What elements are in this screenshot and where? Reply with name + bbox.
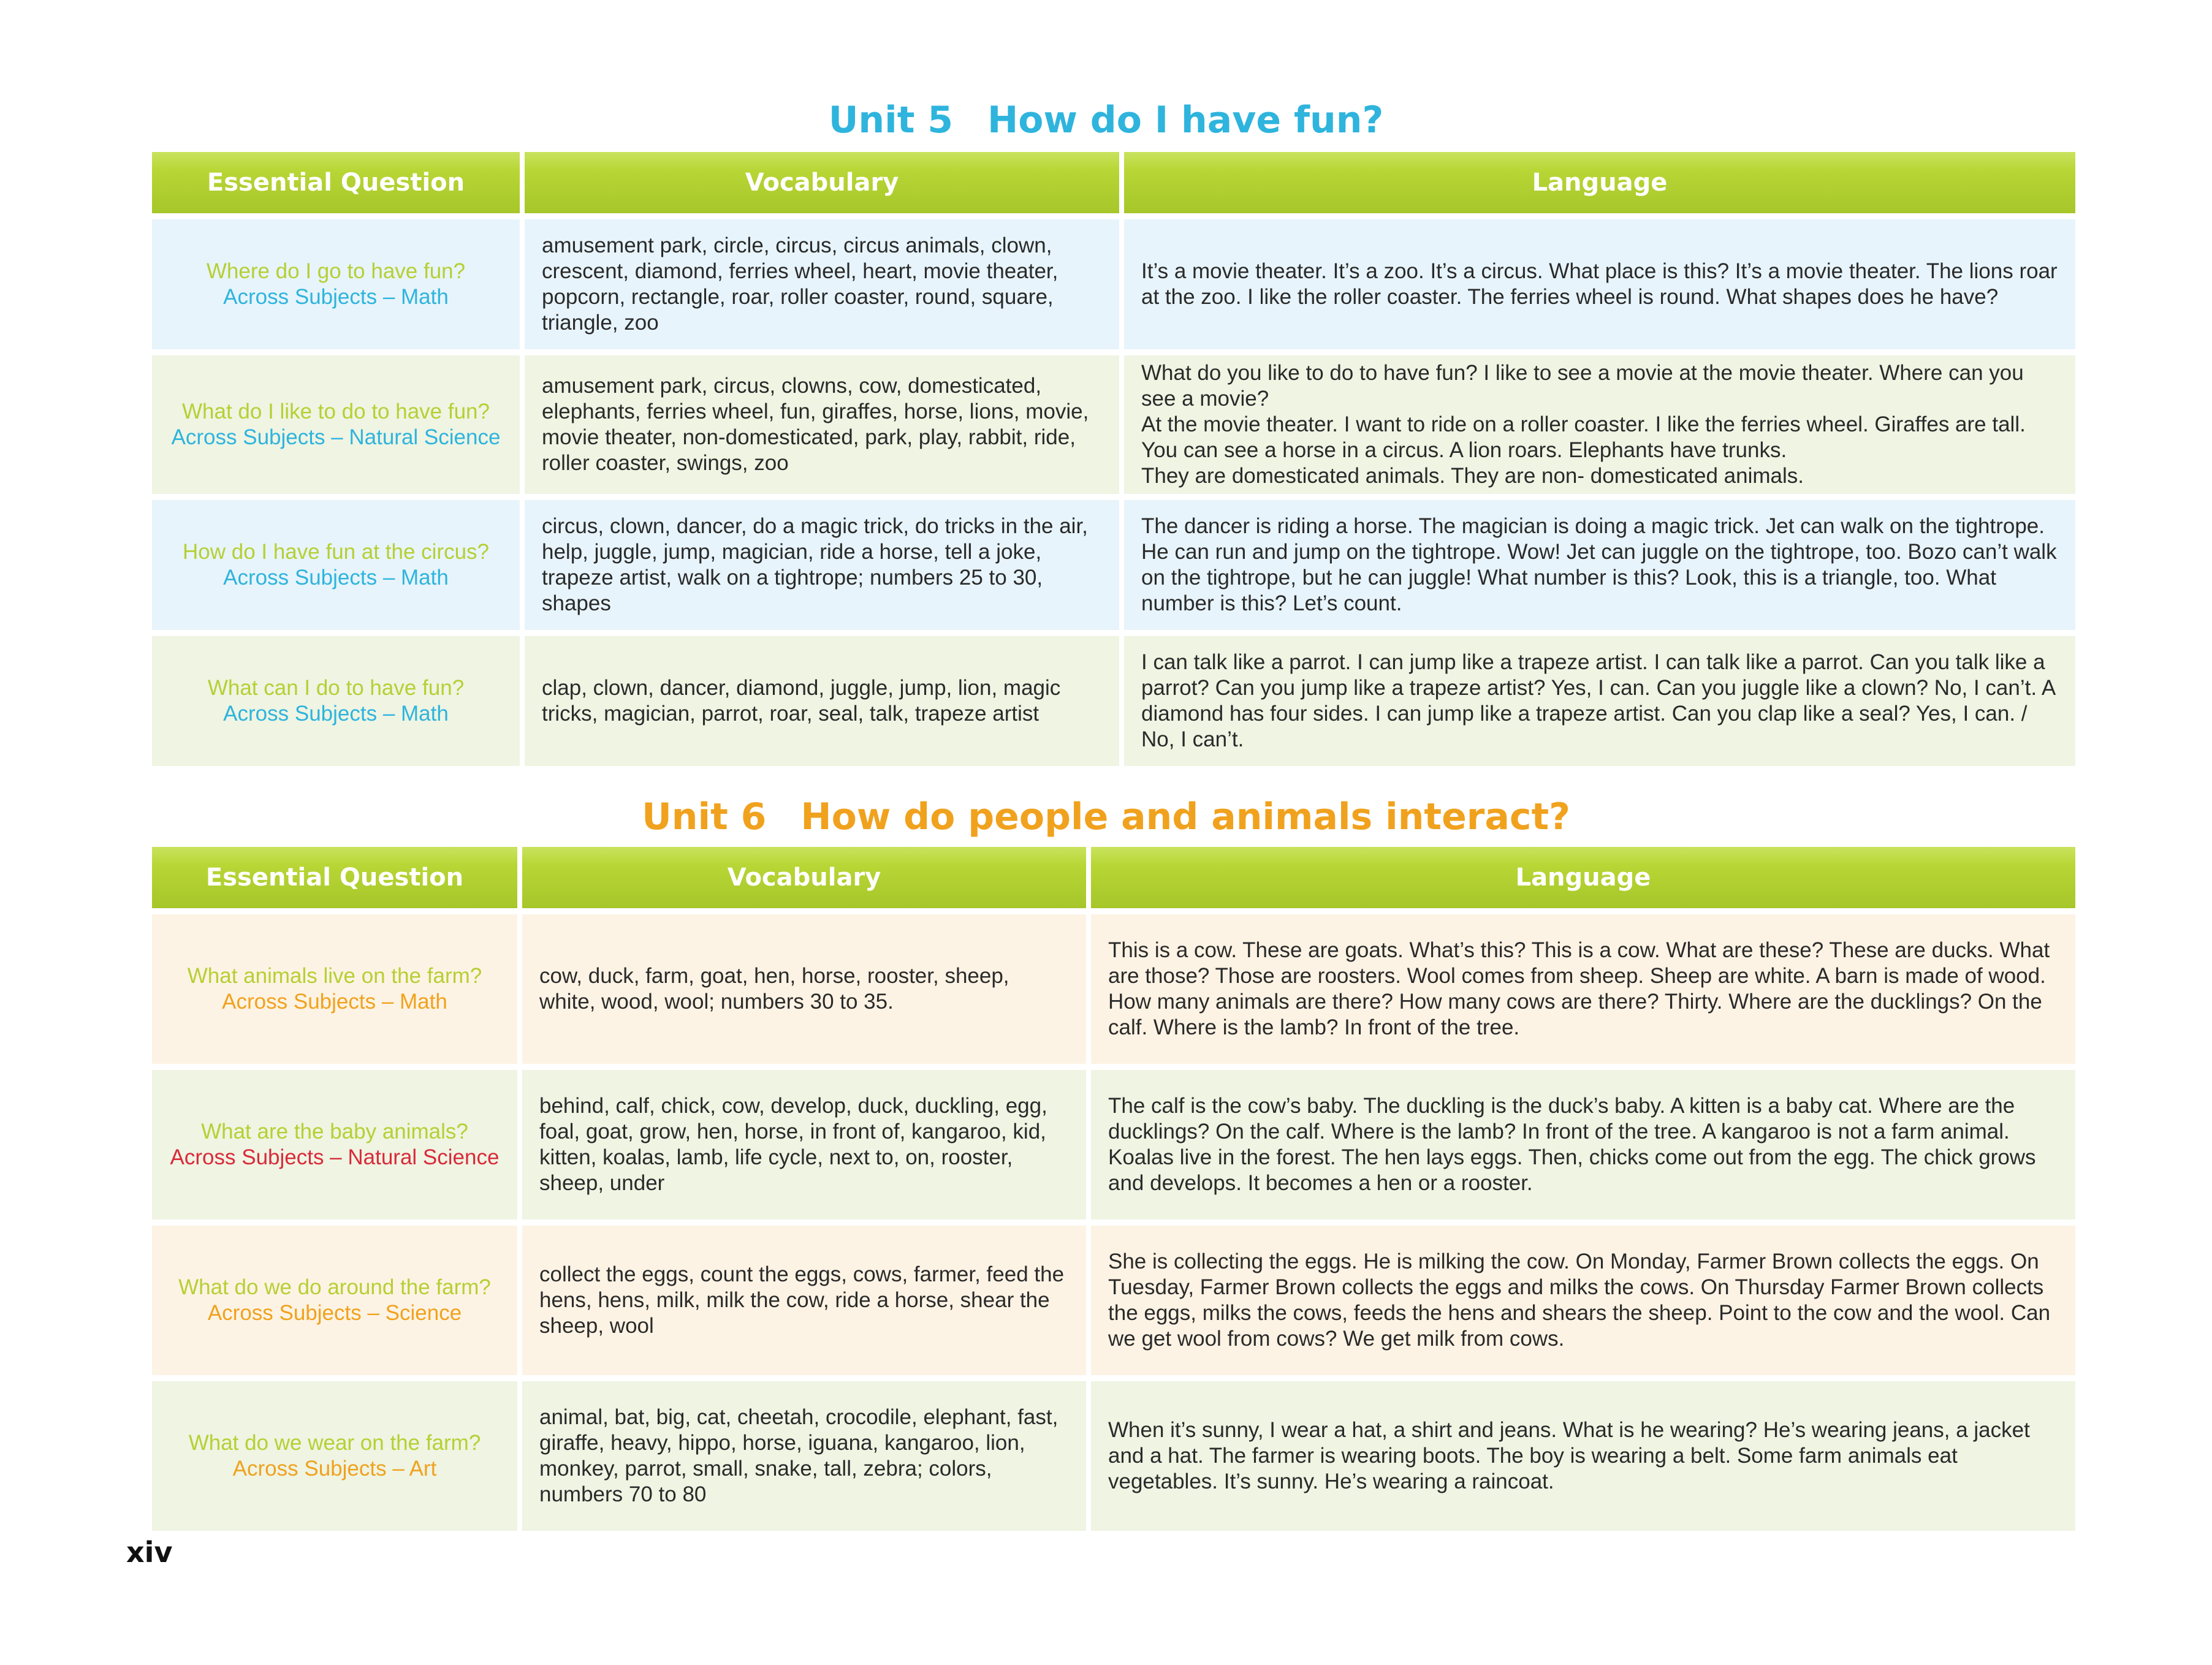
- unit5-number: Unit 5: [828, 99, 954, 142]
- language-cell: What do you like to do to have fun? I like to see a movie at the movie theater. Where can you see a movie? At the movie theater. I want to ride on a roller coaster. I like the ferries wheel. Giraffes are tall. You can see a horse in a circus. A lion roars. Elephants have trunks. They are domesticated animals. They are non- domesticated animals.: [1124, 355, 2075, 494]
- question-text: What animals live on the farm?: [187, 964, 482, 988]
- vocabulary-cell: clap, clown, dancer, diamond, juggle, jump, lion, magic tricks, magician, parrot, roar, seal, talk, trapeze artist: [525, 636, 1119, 766]
- question-text: What can I do to have fun?: [207, 676, 465, 700]
- essential-question-cell: [152, 1381, 517, 1531]
- vocabulary-cell: collect the eggs, count the eggs, cows, farmer, feed the hens, hens, milk, milk the cow, ride a horse, shear the sheep, wool: [522, 1226, 1086, 1375]
- table-row: [152, 355, 2075, 494]
- header-language: Language: [1124, 152, 2075, 213]
- unit6-number: Unit 6: [642, 795, 767, 838]
- essential-question-cell: [152, 636, 520, 766]
- unit5-heading: How do I have fun?: [987, 99, 1384, 142]
- table-header-row: [152, 847, 2075, 908]
- essential-question-cell: [152, 219, 520, 349]
- subject-text: Across Subjects – Natural Science: [171, 425, 501, 449]
- language-cell: When it’s sunny, I wear a hat, a shirt and jeans. What is he wearing? He’s wearing jeans, a jacket and a hat. The farmer is wearing boots. The boy is wearing a belt. Some farm animals eat vegetables. It’s sunny. He’s wearing a raincoat.: [1091, 1381, 2075, 1531]
- table-header-row: [152, 152, 2075, 213]
- question-text: What do we do around the farm?: [178, 1275, 491, 1299]
- vocabulary-cell: amusement park, circle, circus, circus animals, clown, crescent, diamond, ferries wheel, heart, movie theater, popcorn, rectangle, roar, roller coaster, round, square, triangle, zoo: [525, 219, 1119, 349]
- language-cell: It’s a movie theater. It’s a zoo. It’s a circus. What place is this? It’s a movie theater. The lions roar at the zoo. I like the roller coaster. The ferries wheel is round. What shapes does he have?: [1124, 219, 2075, 349]
- vocabulary-cell: behind, calf, chick, cow, develop, duck, duckling, egg, foal, goat, grow, hen, horse, in front of, kangaroo, kid, kitten, koalas, lamb, life cycle, next to, on, rooster, sheep, under: [522, 1070, 1086, 1219]
- header-vocabulary: Vocabulary: [522, 847, 1086, 908]
- unit6-table: [147, 841, 2080, 1537]
- table-row: [152, 1226, 2075, 1375]
- essential-question-cell: [152, 914, 517, 1064]
- question-text: Where do I go to have fun?: [206, 259, 466, 283]
- essential-question-cell: [152, 500, 520, 630]
- language-cell: She is collecting the eggs. He is milking the cow. On Monday, Farmer Brown collects the eggs. On Tuesday, Farmer Brown collects the eggs and milks the cows. On Thursday Farmer Brown collects the eggs, milks the cows, feeds the hens and shears the sheep. Point to the cow and the wool. Can we get wool from cows? We get milk from cows.: [1091, 1226, 2075, 1375]
- table-row: [152, 500, 2075, 630]
- table-row: [152, 219, 2075, 349]
- table-row: [152, 1070, 2075, 1219]
- table-row: [152, 636, 2075, 766]
- subject-text: Across Subjects – Math: [223, 285, 449, 309]
- subject-text: Across Subjects – Science: [207, 1301, 462, 1325]
- header-language: Language: [1091, 847, 2075, 908]
- subject-text: Across Subjects – Math: [223, 702, 449, 726]
- vocabulary-cell: circus, clown, dancer, do a magic trick, do tricks in the air, help, juggle, jump, magician, ride a horse, tell a joke, trapeze artist, walk on a tightrope; numbers 25 to 30, shapes: [525, 500, 1119, 630]
- question-text: What do I like to do to have fun?: [182, 400, 490, 423]
- vocabulary-cell: animal, bat, big, cat, cheetah, crocodile, elephant, fast, giraffe, heavy, hippo, horse, iguana, kangaroo, lion, monkey, parrot, small, snake, tall, zebra; colors, numbers 70 to 80: [522, 1381, 1086, 1531]
- essential-question-cell: [152, 355, 520, 494]
- language-cell: I can talk like a parrot. I can jump like a trapeze artist. I can talk like a parrot. Can you talk like a parrot? Can you jump like a trapeze artist? Yes, I can. Can you juggle like a clown? No, I can’t. A diamond has four sides. I can jump like a trapeze artist. Can you clap like a seal? Yes, I can. / No, I can’t.: [1124, 636, 2075, 766]
- table-row: [152, 1381, 2075, 1531]
- unit6-title: [0, 792, 2212, 841]
- language-cell: The calf is the cow’s baby. The duckling is the duck’s baby. A kitten is a baby cat. Where are the ducklings? On the calf. Where is the lamb? In front of the tree. A kangaroo is not a farm animal. Koalas live in the forest. The hen lays eggs. Then, chicks come out from the egg. The chick grows and develops. It becomes a hen or a rooster.: [1091, 1070, 2075, 1219]
- language-cell: The dancer is riding a horse. The magician is doing a magic trick. Jet can walk on the tightrope. He can run and jump on the tightrope. Wow! Jet can juggle on the tightrope, too. Bozo can’t walk on the tightrope, but he can juggle! What number is this? Look, this is a triangle, too. What number is this? Let’s count.: [1124, 500, 2075, 630]
- subject-text: Across Subjects – Art: [232, 1457, 437, 1481]
- page-number: xiv: [126, 1536, 173, 1569]
- unit6-heading: How do people and animals interact?: [800, 795, 1570, 838]
- unit5-table: [147, 146, 2080, 772]
- subject-text: Across Subjects – Natural Science: [170, 1145, 500, 1169]
- header-essential-question: Essential Question: [152, 152, 520, 213]
- question-text: What are the baby animals?: [201, 1120, 468, 1144]
- subject-text: Across Subjects – Math: [223, 566, 449, 590]
- unit5-title: [0, 96, 2212, 145]
- question-text: How do I have fun at the circus?: [183, 540, 489, 564]
- vocabulary-cell: amusement park, circus, clowns, cow, domesticated, elephants, ferries wheel, fun, giraffes, horse, lions, movie, movie theater, non-domesticated, park, play, rabbit, ride, roller coaster, swings, zoo: [525, 355, 1119, 494]
- header-essential-question: Essential Question: [152, 847, 517, 908]
- table-row: [152, 914, 2075, 1064]
- question-text: What do we wear on the farm?: [188, 1431, 481, 1455]
- essential-question-cell: [152, 1226, 517, 1375]
- essential-question-cell: [152, 1070, 517, 1219]
- subject-text: Across Subjects – Math: [222, 990, 447, 1014]
- header-vocabulary: Vocabulary: [525, 152, 1119, 213]
- language-cell: This is a cow. These are goats. What’s this? This is a cow. What are these? These are ducks. What are those? Those are roosters. Wool comes from sheep. Sheep are white. A barn is made of wood. How many animals are there? How many cows are there? Thirty. Where are the ducklings? On the calf. Where is the lamb? In front of the tree.: [1091, 914, 2075, 1064]
- vocabulary-cell: cow, duck, farm, goat, hen, horse, rooster, sheep, white, wood, wool; numbers 30 to 35.: [522, 914, 1086, 1064]
